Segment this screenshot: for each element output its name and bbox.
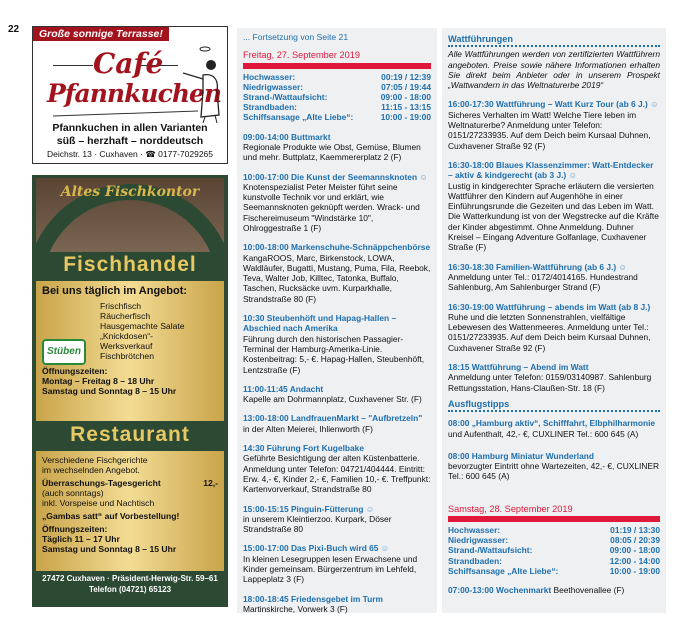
ad-address: Deichstr. 13 · Cuxhaven · ☎ 0177-7029265 [46,149,214,159]
restaurant-heading: Restaurant [70,423,190,446]
offer-item: Werksverkauf [100,341,153,351]
tide-row [243,112,431,122]
ad-tagline: Pfannkuchen in allen Varianten [52,122,208,134]
tide-label: Schiffsansage „Alte Liebe“: [243,112,354,123]
stuben-logo: Stüben [42,339,86,365]
tide-value: 11:15 - 13:15 [381,102,431,113]
fischkontor-ad [32,175,228,607]
offer-title: Bei uns täglich im Angebot: [42,285,188,297]
event-text: Martinskirche, Vorwerk 3 (F) [243,603,348,614]
event-item [243,172,431,234]
event-text: Regionale Produkte wie Obst, Gemüse, Blumen und mehr. Buttplatz, Kaemmererplatz 2 (F) [243,141,421,163]
section-heading-watt: Wattführungen [448,34,660,47]
hours-line: Samstag und Sonntag 8 – 15 Uhr [42,544,177,554]
event-text: Kapelle am Dohrmannplatz, Cuxhavener Str. (F) [243,394,422,405]
event-title [448,99,660,109]
sign-text: Altes Fischkontor [60,184,200,200]
event-item [448,262,660,293]
tide-row [448,545,660,555]
divider [53,110,198,116]
tide-value: 07:05 / 19:44 [381,81,431,92]
tide-value: 00:19 / 12:39 [381,71,431,82]
rest-text: im wechselnden Angebot. [42,465,140,475]
event-text: Knotenspezialist Peter Meister führt seine kunstvolle Technik vor und erklärt, wie Seemannsknoten geknüpft werden. Wrack- und Fischereimuseum "Windstärke 10", Ohlroggestraße 1 (F) [243,181,420,233]
event-title [243,504,431,514]
section-heading-trips: Ausflugstipps [448,399,660,412]
event-title [243,242,431,252]
event-text: bevorzugter Eintritt ohne Wartezeiten, 42,- €, CUXLINER Tel.: 600 645 (A) [448,461,660,482]
hours-title: Öffnungszeiten: [42,524,108,534]
event-title-text: 10:00-17:00 Die Kunst der Seemannsknoten [243,171,418,182]
tide-label: Niedrigwasser: [448,535,509,546]
tide-row [448,535,660,545]
event-title [243,384,431,394]
event-title-text: 14:30 Führung Fort Kugelbake [243,443,364,454]
event-text: in unserem Kleintierzoo. Kurpark, Döser Strandstraße 80 [243,513,392,535]
event-item [243,384,431,405]
event-title-text: 08:00 „Hamburg aktiv“, Schifffahrt, Elbphilharmonie [448,418,656,429]
event-title [243,413,431,423]
tide-row [243,82,431,92]
event-item [448,451,660,482]
tide-value: 01:19 / 13:30 [610,524,660,535]
date-heading: Freitag, 27. September 2019 [243,50,360,61]
kids-smiley-icon: ☺ [380,543,390,554]
event-text: Anmeldung unter Telefon: 0159/03140987. Sahlenburg Rettungsstation, Hans-Claußen-Str. 18 (F) [448,372,652,393]
event-item [448,585,660,595]
cafe-pfannkuchen-ad [32,26,228,164]
event-text: Geführte Besichtigung der alten Küstenbatterie. Anmeldung unter Telefon: 04721/404444. Eintritt: Erw. 4,- €, Kinder 2,- €, Familien 10,- €. Treffpunkt: Kartenvorverkauf, Strandstraße 80 [243,453,431,495]
footer-phone: Telefon (04721) 65123 [88,585,172,594]
ad-ribbon: Große sonnige Terrasse! [33,27,169,41]
tide-label: Strandbaden: [243,102,297,113]
divider [53,65,93,66]
event-item [243,413,431,434]
event-item [448,362,660,393]
event-title-text: 08:00 Hamburg Miniatur Wunderland [448,450,594,461]
event-text: Beethovenallee (F) [553,585,625,595]
event-title [243,313,431,334]
event-title [243,172,431,182]
watt-event-list [448,99,660,392]
offer-item: Frischfisch [100,301,142,311]
kids-smiley-icon: ☺ [419,171,428,182]
event-title [448,160,660,181]
special-note: (auch sonntags) [42,488,104,498]
event-item [448,99,660,150]
event-title [448,418,660,428]
event-title-text: 11:00-11:45 Andacht [243,383,324,394]
offer-item: Hausgemachte Salate [100,321,185,331]
event-item [243,242,431,304]
event-title [243,443,431,453]
special-price: 12,- [203,478,218,488]
event-text: In kleinen Lesegruppen lesen Erwachsene und Kinder gemeinsam. Bürgerzentrum im Lehfeld, Lappeplatz 3 (F) [243,553,418,585]
tide-value: 09:00 - 18:00 [380,92,431,102]
rest-text: Verschiedene Fischgerichte [42,455,148,465]
tide-label: Strand-/Wattaufsicht: [243,92,328,102]
tide-table [243,72,431,123]
event-list [243,132,431,615]
event-title [448,302,660,312]
event-text: KangaROOS, Marc, Birkenstock, LOWA, Waldläufer, Bugatti, Mustang, Puma, Fila, Reebok, Teva, Walter Job, Killtec, Tatonka, Buffalo, Taschen, Rucksäcke uvm. Kurparkhalle, Strandstraße 80 (F) [243,252,431,304]
event-item [243,504,431,535]
event-title-text: 10:30 Steubenhöft und Hapag-Hallen – Abschied nach Amerika [243,313,397,334]
event-text: Sicheres Verhalten im Watt! Welche Tiere leben im Weltnaturerbe? Anmeldung unter Telefon: 0151/27233935. Auf dem Deich beim Kursaal Duhnen, Cuxhavener Straße 92 (F) [448,109,651,151]
event-text: Führung durch den historischen Passagier-Terminal der Hamburg-Amerika-Linie. Kostenbeitrag: 5,- €. Hapag-Hallen, Steubenhöft, Lentzstraße (F) [243,333,425,375]
offer-item: Fischbrötchen [100,351,154,361]
event-text: Anmeldung unter Tel.: 0172/4014165. Hundestrand Sahlenburg, Am Sahlenburger Strand (F) [448,271,638,293]
tide-row [448,566,660,576]
gambas-offer: „Gambas satt“ auf Vorbestellung! [42,511,180,521]
tide-table [448,525,660,576]
offer-panel [36,281,224,421]
ad-tagline: süß – herzhaft – norddeutsch [56,135,204,147]
event-text: Lustig in kindgerechter Sprache erläutern die versierten Wattführer den Kindern auf Augenhöhe in einer Einführungsrunde die Gezeiten und das Leben im Watt. Die Watterkundung ist von der Wegstrecke auf die Kräfte der Kinder abgestimmt. Ohne Anmeldung. Duhner Kreisel – Eingang Adventure Golfanlage, Cuxhavener Straße (F) [448,180,659,253]
event-title-text: 18:15 Wattführung – Abend im Watt [448,362,589,373]
hours-line: Montag – Freitag 8 – 18 Uhr [42,376,155,386]
tide-label: Hochwasser: [243,71,296,82]
fischhandel-heading: Fischhandel [63,253,197,276]
event-title-text: 15:00-17:00 Das Pixi-Buch wird 65 [243,543,379,554]
event-title [448,451,660,461]
event-item [243,443,431,494]
offer-item: Räucherfisch [100,311,151,321]
page-number: 22 [8,24,20,35]
tide-label: Schiffsansage „Alte Liebe“: [448,565,559,576]
event-item [243,543,431,584]
cafe-logo: Café [93,47,164,80]
tide-label: Strandbaden: [448,555,502,566]
event-title [243,132,431,142]
event-item [243,313,431,375]
event-title [448,262,660,272]
offer-item: „Knickdosen“- [100,331,154,341]
tide-row [448,556,660,566]
tide-label: Hochwasser: [448,524,501,535]
tide-value: 08:05 / 20:39 [610,535,660,546]
special-dish: Überraschungs-Tagesgericht [42,478,161,488]
event-title [448,362,660,372]
date-bar [448,516,660,522]
watt-intro: Alle Wattführungen werden von zertifizierten Wattführern angeboten. Preise sowie nähere Informationen erhalten Sie direkt beim Anbieter oder in unserem Prospekt „Wattwandern in das Weltnaturerbe 2019“ [448,49,660,91]
trip-list [448,418,660,481]
ad-footer [32,573,228,595]
hours-line: Samstag und Sonntag 8 – 15 Uhr [42,386,177,396]
cook-illustration-icon [183,45,223,123]
kids-smiley-icon: ☺ [618,261,628,272]
event-text: Ruhe und die letzten Sonnenstrahlen, vielfältige Lebewesen des Wattenmeeres. Anmeldung unter Tel.: 0151/27233935. Auf dem Deich beim Kursaal Duhnen, Cuxhavener Straße 92 (F) [448,311,651,353]
event-title [243,543,431,553]
event-title: 07:00-13:00 Wochenmarkt [448,585,552,595]
tide-label: Strand-/Wattaufsicht: [448,545,533,556]
tide-label: Niedrigwasser: [243,81,304,92]
hours-line: Täglich 11 – 17 Uhr [42,534,120,544]
event-title-text: 10:00-18:00 Markenschuhe-Schnäppchenbörse [243,242,431,253]
tide-value: 10:00 - 19:00 [609,565,660,576]
event-title-text: 13:00-18:00 LandfrauenMarkt – "Aufbretzeln" [243,413,423,424]
tide-value: 09:00 - 18:00 [609,545,660,556]
tide-row [243,92,431,102]
tide-value: 10:00 - 19:00 [380,112,431,123]
date-bar [243,63,431,69]
events-column-friday [237,28,437,613]
kids-smiley-icon: ☺ [568,170,578,181]
tide-row [243,102,431,112]
event-title-text: 16:30-18:30 Familien-Wattführung (ab 6 J.) [448,261,617,272]
date-heading: Samstag, 28. September 2019 [448,503,573,514]
special-note: inkl. Vorspeise und Nachtisch [42,498,155,508]
event-item [448,302,660,353]
event-item [243,594,431,615]
pfannkuchen-logo: Pfannkuchen [47,79,222,108]
event-text: in der Alten Meierei, Ihlienworth (F) [243,423,373,434]
tide-row [448,525,660,535]
event-title-text: 16:30-19:00 Wattführung – abends im Watt (ab 8 J.) [448,301,651,312]
event-title-text: 18:00-18:45 Friedensgebet im Turm [243,593,383,604]
event-text: und Aufenthalt, 42,- €, CUXLINER Tel.: 600 645 (A) [448,428,639,439]
event-title-text: 09:00-14:00 Buttmarkt [243,131,331,142]
events-column-watt [442,28,666,613]
event-title-text: 15:00-15:15 Pinguin-Fütterung [243,503,364,514]
event-title-text: 16:00-17:30 Wattführung – Watt Kurz Tour (ab 6 J.) [448,99,648,110]
footer-address: 27472 Cuxhaven · Präsident-Herwig-Str. 59–61 [42,574,218,583]
event-title [243,594,431,604]
kids-smiley-icon: ☺ [650,99,659,110]
event-item [448,160,660,253]
event-title-text: 16:30-18:00 Blaues Klassenzimmer: Watt-Entdecker – aktiv & kindgerecht (ab 3 J.) [448,159,654,181]
event-item [448,418,660,439]
hours-title: Öffnungszeiten: [42,366,108,376]
restaurant-panel [36,451,224,571]
event-item [243,132,431,163]
shop-photo [36,178,224,252]
kids-smiley-icon: ☺ [365,503,375,514]
continuation-note: ... Fortsetzung von Seite 21 [243,32,349,42]
tide-row [243,72,431,82]
tide-value: 12:00 - 14:00 [609,555,660,566]
